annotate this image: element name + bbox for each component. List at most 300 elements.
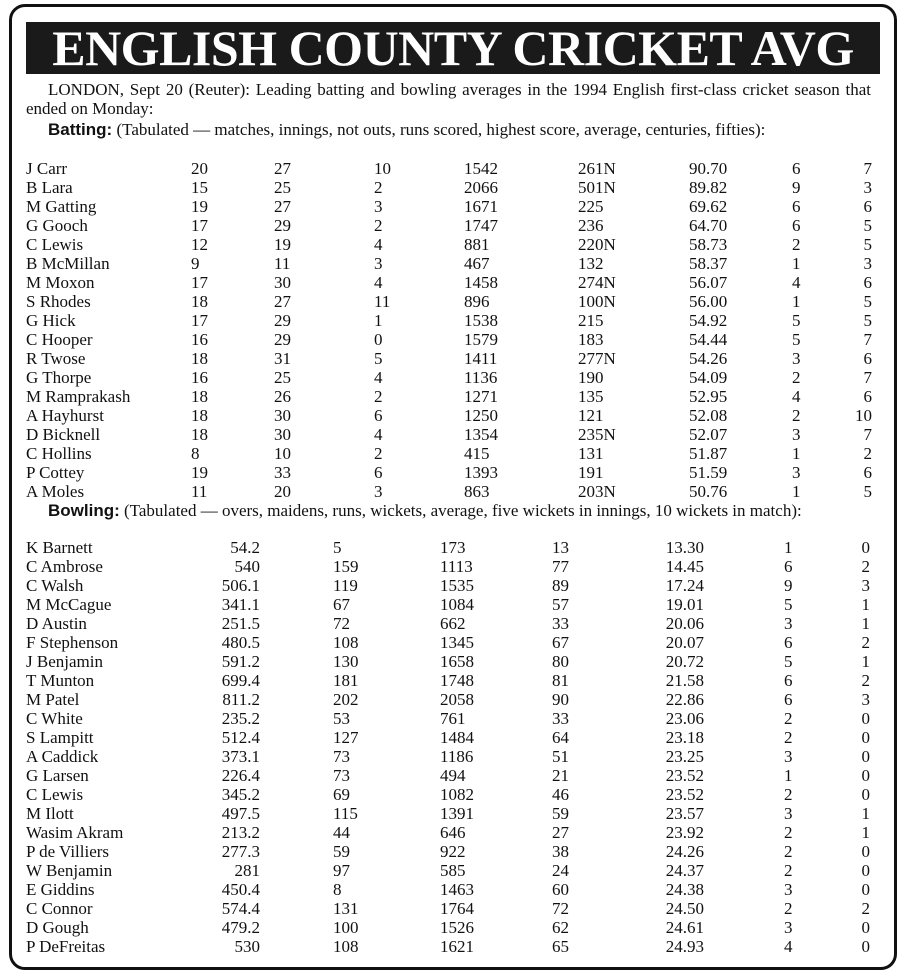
- bowling-cell: 662: [440, 614, 466, 633]
- player-name: J Carr: [26, 159, 68, 178]
- player-name: D Bicknell: [26, 425, 101, 444]
- bowling-cell: 89: [552, 576, 569, 595]
- batting-cell: 50.76: [689, 482, 728, 501]
- batting-cell: 5: [792, 311, 801, 330]
- bowling-cell: 574.4: [221, 899, 260, 918]
- bowling-cell: 57: [552, 595, 569, 614]
- batting-cell: 100N: [578, 292, 616, 311]
- player-name: P Cottey: [26, 463, 85, 482]
- batting-cell: 215: [578, 311, 604, 330]
- bowling-cell: 646: [440, 823, 466, 842]
- batting-cell: 11: [274, 254, 291, 273]
- batting-cell: 236: [578, 216, 604, 235]
- player-name: C Hooper: [26, 330, 93, 349]
- batting-cell: 9: [792, 178, 801, 197]
- bowling-cell: 1345: [440, 633, 474, 652]
- bowling-cell: 20.06: [665, 614, 704, 633]
- bowling-cell: 341.1: [221, 595, 260, 614]
- bowling-cell: 2: [784, 823, 793, 842]
- bowling-cell: 0: [861, 842, 870, 861]
- bowling-cell: 2: [784, 899, 793, 918]
- bowling-cell: 5: [333, 538, 342, 557]
- player-name: S Lampitt: [26, 728, 94, 747]
- bowling-cell: 1463: [440, 880, 474, 899]
- batting-cell: 1: [792, 292, 801, 311]
- batting-cell: 1354: [464, 425, 498, 444]
- bowling-cell: 1391: [440, 804, 474, 823]
- bowling-row: [26, 899, 876, 918]
- bowling-cell: 23.92: [665, 823, 704, 842]
- batting-cell: 89.82: [689, 178, 728, 197]
- bowling-cell: 159: [333, 557, 359, 576]
- bowling-cell: 2: [784, 709, 793, 728]
- batting-cell: 6: [792, 216, 801, 235]
- bowling-cell: 1: [861, 804, 870, 823]
- batting-cell: 2: [374, 387, 383, 406]
- batting-cell: 135: [578, 387, 604, 406]
- batting-cell: 2: [792, 368, 801, 387]
- batting-cell: 17: [191, 311, 208, 330]
- bowling-cell: 0: [861, 766, 870, 785]
- bowling-cell: 51: [552, 747, 569, 766]
- player-name: P DeFreitas: [26, 937, 106, 956]
- batting-cell: 2: [374, 216, 383, 235]
- bowling-cell: 1: [784, 538, 793, 557]
- bowling-cell: 3: [861, 690, 870, 709]
- player-name: F Stephenson: [26, 633, 119, 652]
- batting-cell: 52.08: [689, 406, 728, 425]
- bowling-cell: 73: [333, 766, 350, 785]
- bowling-cell: 3: [784, 747, 793, 766]
- batting-cell: 31: [274, 349, 291, 368]
- batting-cell: 5: [792, 330, 801, 349]
- batting-cell: 2: [863, 444, 872, 463]
- player-name: C Connor: [26, 899, 93, 918]
- player-name: A Caddick: [26, 747, 99, 766]
- batting-cell: 501N: [578, 178, 616, 197]
- batting-cell: 15: [191, 178, 208, 197]
- player-name: G Larsen: [26, 766, 89, 785]
- bowling-cell: 108: [333, 937, 359, 956]
- bowling-cell: 173: [440, 538, 466, 557]
- batting-cell: 33: [274, 463, 291, 482]
- player-name: C White: [26, 709, 83, 728]
- batting-cell: 2: [374, 178, 383, 197]
- bowling-cell: 33: [552, 614, 569, 633]
- batting-cell: 10: [274, 444, 291, 463]
- bowling-row: [26, 766, 876, 785]
- bowling-row: [26, 861, 876, 880]
- bowling-cell: 131: [333, 899, 359, 918]
- batting-cell: 54.09: [689, 368, 728, 387]
- batting-cell: 20: [274, 482, 291, 501]
- bowling-cell: 17.24: [665, 576, 704, 595]
- player-name: E Giddins: [26, 880, 95, 899]
- batting-cell: 467: [464, 254, 490, 273]
- batting-cell: 29: [274, 216, 291, 235]
- batting-cell: 1250: [464, 406, 498, 425]
- batting-cell: 19: [274, 235, 291, 254]
- bowling-cell: 23.52: [665, 785, 704, 804]
- batting-row: [26, 178, 876, 197]
- bowling-row: [26, 614, 876, 633]
- batting-cell: 51.59: [689, 463, 728, 482]
- bowling-row: [26, 937, 876, 956]
- batting-row: [26, 406, 876, 425]
- batting-cell: 3: [792, 463, 801, 482]
- batting-cell: 225: [578, 197, 604, 216]
- bowling-cell: 127: [333, 728, 359, 747]
- player-name: S Rhodes: [26, 292, 91, 311]
- batting-cell: 1: [792, 444, 801, 463]
- batting-cell: 3: [374, 482, 383, 501]
- bowling-cell: 3: [784, 614, 793, 633]
- bowling-cell: 59: [552, 804, 569, 823]
- batting-cell: 1458: [464, 273, 498, 292]
- bowling-cell: 72: [552, 899, 569, 918]
- bowling-description: (Tabulated — overs, maidens, runs, wickets, average, five wickets in innings, 10 wickets in match):: [124, 501, 802, 520]
- batting-cell: 1393: [464, 463, 498, 482]
- batting-cell: 26: [274, 387, 291, 406]
- batting-cell: 52.07: [689, 425, 728, 444]
- bowling-cell: 1: [784, 766, 793, 785]
- batting-cell: 1: [792, 254, 801, 273]
- batting-cell: 4: [374, 273, 383, 292]
- player-name: G Gooch: [26, 216, 88, 235]
- player-name: C Lewis: [26, 785, 84, 804]
- bowling-cell: 21.58: [665, 671, 704, 690]
- bowling-cell: 3: [784, 918, 793, 937]
- player-name: M Ramprakash: [26, 387, 131, 406]
- batting-cell: 19: [191, 197, 208, 216]
- bowling-cell: 591.2: [221, 652, 260, 671]
- headline-banner: [26, 22, 880, 74]
- bowling-cell: 1: [861, 652, 870, 671]
- batting-label: Batting:: [48, 120, 113, 139]
- batting-cell: 8: [191, 444, 200, 463]
- batting-cell: 5: [863, 292, 872, 311]
- bowling-row: [26, 576, 876, 595]
- batting-cell: 191: [578, 463, 604, 482]
- batting-cell: 3: [374, 254, 383, 273]
- batting-cell: 220N: [578, 235, 616, 254]
- bowling-cell: 1: [861, 823, 870, 842]
- bowling-cell: 23.18: [665, 728, 704, 747]
- bowling-cell: 23.25: [665, 747, 704, 766]
- batting-cell: 18: [191, 292, 208, 311]
- batting-cell: 1271: [464, 387, 498, 406]
- player-name: J Benjamin: [26, 652, 103, 671]
- batting-row: [26, 444, 876, 463]
- batting-cell: 4: [374, 368, 383, 387]
- batting-cell: 235N: [578, 425, 616, 444]
- batting-row: [26, 368, 876, 387]
- bowling-cell: 811.2: [222, 690, 260, 709]
- bowling-cell: 13: [552, 538, 569, 557]
- bowling-cell: 67: [333, 595, 350, 614]
- bowling-cell: 0: [861, 709, 870, 728]
- bowling-cell: 33: [552, 709, 569, 728]
- player-name: G Hick: [26, 311, 76, 330]
- batting-cell: 6: [863, 197, 872, 216]
- player-name: P de Villiers: [26, 842, 110, 861]
- batting-cell: 1538: [464, 311, 498, 330]
- batting-cell: 25: [274, 178, 291, 197]
- batting-cell: 261N: [578, 159, 616, 178]
- batting-row: [26, 425, 876, 444]
- batting-cell: 18: [191, 425, 208, 444]
- bowling-cell: 0: [861, 880, 870, 899]
- bowling-cell: 53: [333, 709, 350, 728]
- bowling-cell: 540: [234, 557, 260, 576]
- bowling-cell: 24.61: [665, 918, 704, 937]
- bowling-cell: 512.4: [221, 728, 260, 747]
- batting-cell: 132: [578, 254, 604, 273]
- batting-cell: 190: [578, 368, 604, 387]
- batting-cell: 3: [792, 425, 801, 444]
- batting-cell: 1411: [464, 349, 498, 368]
- batting-cell: 881: [464, 235, 490, 254]
- player-name: T Munton: [26, 671, 95, 690]
- bowling-cell: 251.5: [221, 614, 260, 633]
- bowling-cell: 5: [784, 595, 793, 614]
- player-name: D Gough: [26, 918, 89, 937]
- batting-cell: 54.26: [689, 349, 728, 368]
- player-name: D Austin: [26, 614, 87, 633]
- player-name: W Benjamin: [26, 861, 113, 880]
- player-name: G Thorpe: [26, 368, 92, 387]
- player-name: R Twose: [26, 349, 86, 368]
- batting-cell: 1671: [464, 197, 498, 216]
- bowling-cell: 97: [333, 861, 350, 880]
- bowling-cell: 0: [861, 937, 870, 956]
- batting-cell: 3: [863, 254, 872, 273]
- bowling-cell: 6: [784, 671, 793, 690]
- bowling-cell: 480.5: [221, 633, 260, 652]
- bowling-cell: 530: [234, 937, 260, 956]
- bowling-cell: 14.45: [665, 557, 704, 576]
- batting-cell: 1: [792, 482, 801, 501]
- batting-cell: 5: [374, 349, 383, 368]
- batting-cell: 4: [374, 235, 383, 254]
- bowling-cell: 277.3: [221, 842, 260, 861]
- bowling-cell: 0: [861, 538, 870, 557]
- bowling-cell: 38: [552, 842, 569, 861]
- bowling-cell: 80: [552, 652, 569, 671]
- batting-cell: 9: [191, 254, 200, 273]
- bowling-cell: 23.57: [665, 804, 704, 823]
- batting-cell: 17: [191, 216, 208, 235]
- bowling-cell: 2: [861, 557, 870, 576]
- bowling-cell: 100: [333, 918, 359, 937]
- batting-cell: 18: [191, 406, 208, 425]
- bowling-cell: 24.93: [665, 937, 704, 956]
- bowling-cell: 2058: [440, 690, 474, 709]
- bowling-row: [26, 842, 876, 861]
- batting-cell: 0: [374, 330, 383, 349]
- bowling-cell: 1764: [440, 899, 474, 918]
- batting-cell: 29: [274, 311, 291, 330]
- batting-cell: 1747: [464, 216, 498, 235]
- bowling-cell: 67: [552, 633, 569, 652]
- bowling-row: [26, 633, 876, 652]
- bowling-cell: 3: [784, 804, 793, 823]
- player-name: C Lewis: [26, 235, 84, 254]
- batting-cell: 4: [792, 273, 801, 292]
- bowling-cell: 27: [552, 823, 569, 842]
- bowling-cell: 1113: [440, 557, 473, 576]
- batting-row: [26, 330, 876, 349]
- batting-row: [26, 216, 876, 235]
- player-name: C Walsh: [26, 576, 84, 595]
- bowling-cell: 60: [552, 880, 569, 899]
- bowling-cell: 73: [333, 747, 350, 766]
- bowling-cell: 0: [861, 728, 870, 747]
- bowling-row: [26, 785, 876, 804]
- batting-row: [26, 349, 876, 368]
- batting-cell: 10: [855, 406, 872, 425]
- batting-cell: 16: [191, 368, 208, 387]
- bowling-cell: 9: [784, 576, 793, 595]
- bowling-row: [26, 538, 876, 557]
- bowling-cell: 2: [861, 633, 870, 652]
- batting-cell: 6: [863, 349, 872, 368]
- batting-cell: 20: [191, 159, 208, 178]
- bowling-cell: 24: [552, 861, 569, 880]
- bowling-cell: 2: [784, 728, 793, 747]
- bowling-row: [26, 918, 876, 937]
- player-name: A Moles: [26, 482, 85, 501]
- batting-cell: 25: [274, 368, 291, 387]
- player-name: K Barnett: [26, 538, 93, 557]
- bowling-cell: 1: [861, 595, 870, 614]
- batting-cell: 5: [863, 482, 872, 501]
- bowling-heading: [26, 501, 871, 520]
- batting-cell: 6: [374, 463, 383, 482]
- bowling-cell: 44: [333, 823, 350, 842]
- bowling-row: [26, 671, 876, 690]
- bowling-cell: 19.01: [665, 595, 704, 614]
- batting-cell: 203N: [578, 482, 616, 501]
- bowling-cell: 54.2: [230, 538, 260, 557]
- batting-cell: 6: [374, 406, 383, 425]
- bowling-cell: 115: [333, 804, 358, 823]
- batting-cell: 2: [792, 235, 801, 254]
- batting-cell: 6: [863, 273, 872, 292]
- bowling-cell: 46: [552, 785, 569, 804]
- batting-cell: 51.87: [689, 444, 728, 463]
- batting-row: [26, 197, 876, 216]
- bowling-cell: 130: [333, 652, 359, 671]
- player-name: B McMillan: [26, 254, 110, 273]
- batting-cell: 6: [792, 197, 801, 216]
- batting-row: [26, 311, 876, 330]
- bowling-cell: 1621: [440, 937, 474, 956]
- bowling-cell: 1084: [440, 595, 474, 614]
- player-name: C Hollins: [26, 444, 92, 463]
- bowling-row: [26, 880, 876, 899]
- bowling-cell: 0: [861, 785, 870, 804]
- bowling-cell: 1526: [440, 918, 474, 937]
- bowling-cell: 6: [784, 557, 793, 576]
- batting-table: [26, 159, 876, 501]
- bowling-cell: 213.2: [221, 823, 260, 842]
- bowling-cell: 281: [234, 861, 260, 880]
- batting-cell: 4: [374, 425, 383, 444]
- batting-cell: 896: [464, 292, 490, 311]
- bowling-row: [26, 709, 876, 728]
- bowling-cell: 235.2: [221, 709, 260, 728]
- bowling-row: [26, 690, 876, 709]
- bowling-cell: 20.07: [665, 633, 704, 652]
- bowling-cell: 6: [784, 690, 793, 709]
- batting-cell: 274N: [578, 273, 616, 292]
- bowling-row: [26, 804, 876, 823]
- bowling-cell: 2: [784, 785, 793, 804]
- bowling-cell: 119: [333, 576, 358, 595]
- batting-cell: 2: [374, 444, 383, 463]
- batting-cell: 2066: [464, 178, 498, 197]
- batting-cell: 2: [792, 406, 801, 425]
- bowling-cell: 450.4: [221, 880, 260, 899]
- batting-cell: 64.70: [689, 216, 728, 235]
- bowling-cell: 0: [861, 861, 870, 880]
- bowling-row: [26, 595, 876, 614]
- player-name: M Gatting: [26, 197, 97, 216]
- bowling-cell: 77: [552, 557, 569, 576]
- bowling-cell: 2: [784, 861, 793, 880]
- batting-cell: 7: [863, 159, 872, 178]
- bowling-cell: 497.5: [221, 804, 260, 823]
- batting-cell: 131: [578, 444, 604, 463]
- batting-cell: 6: [792, 159, 801, 178]
- bowling-cell: 922: [440, 842, 466, 861]
- batting-cell: 18: [191, 387, 208, 406]
- batting-cell: 121: [578, 406, 604, 425]
- bowling-cell: 699.4: [221, 671, 260, 690]
- bowling-cell: 585: [440, 861, 466, 880]
- bowling-cell: 24.50: [665, 899, 704, 918]
- batting-cell: 56.07: [689, 273, 728, 292]
- batting-cell: 30: [274, 273, 291, 292]
- bowling-cell: 108: [333, 633, 359, 652]
- batting-cell: 3: [374, 197, 383, 216]
- bowling-cell: 24.38: [665, 880, 704, 899]
- batting-cell: 12: [191, 235, 208, 254]
- bowling-cell: 3: [784, 880, 793, 899]
- batting-cell: 69.62: [689, 197, 728, 216]
- bowling-row: [26, 823, 876, 842]
- bowling-cell: 2: [861, 899, 870, 918]
- bowling-cell: 62: [552, 918, 569, 937]
- batting-cell: 1136: [464, 368, 498, 387]
- batting-cell: 4: [792, 387, 801, 406]
- batting-cell: 30: [274, 425, 291, 444]
- bowling-cell: 23.06: [665, 709, 704, 728]
- bowling-cell: 4: [784, 937, 793, 956]
- batting-cell: 52.95: [689, 387, 728, 406]
- batting-cell: 19: [191, 463, 208, 482]
- batting-row: [26, 159, 876, 178]
- bowling-cell: 1484: [440, 728, 474, 747]
- bowling-cell: 181: [333, 671, 359, 690]
- batting-cell: 27: [274, 159, 291, 178]
- batting-cell: 277N: [578, 349, 616, 368]
- bowling-cell: 24.26: [665, 842, 704, 861]
- bowling-cell: 22.86: [665, 690, 704, 709]
- bowling-cell: 479.2: [221, 918, 260, 937]
- intro-text: LONDON, Sept 20 (Reuter): Leading batting and bowling averages in the 1994 English first-class cricket season that ended on Monday:: [26, 80, 871, 118]
